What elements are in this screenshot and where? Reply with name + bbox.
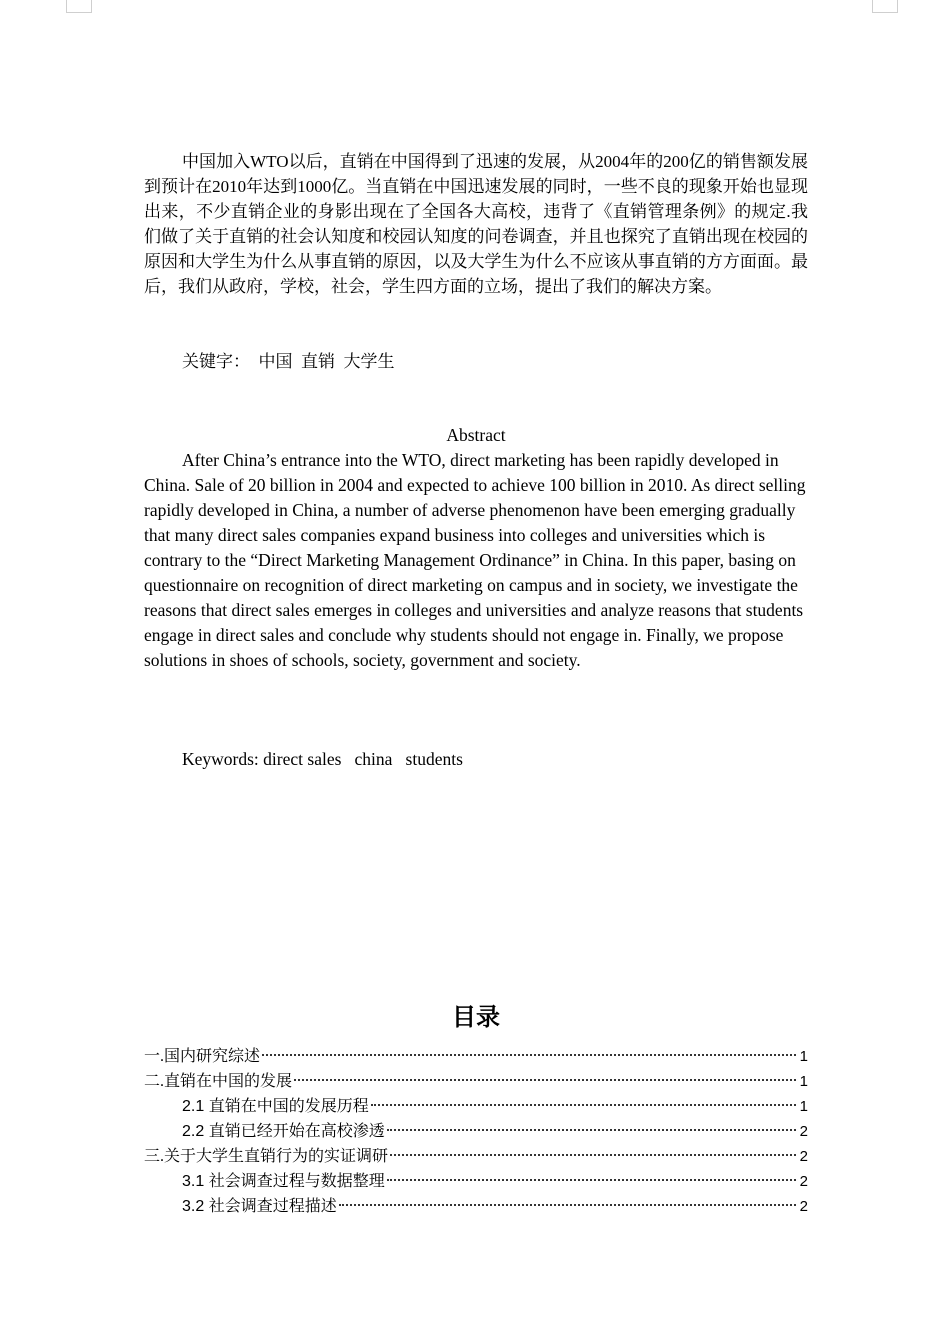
toc-leader-dots <box>339 1204 796 1206</box>
english-abstract-paragraph: After China’s entrance into the WTO, direct marketing has been rapidly developed in China. Sale of 20 billion in 2004 and expected to achieve 100 billion in 2010. As direct selling rapidly developed in China, a number of adverse phenomenon have been emerging gradually that many direct sales companies expand business into colleges and universities which is contrary to the “Direct Marketing Management Ordinance” in China. In this paper, basing on questionnaire on recognition of direct marketing on campus and in society, we investigate the reasons that direct sales emerges in colleges and universities and analyze reasons that students engage in direct sales and conclude why students should not engage in. Finally, we propose solutions in shoes of schools, society, government and society. <box>144 450 806 670</box>
toc-entry-page: 2 <box>799 1123 808 1140</box>
toc-subentry[interactable] <box>144 1194 808 1219</box>
toc-leader-dots <box>371 1104 796 1106</box>
abstract-heading: Abstract <box>446 425 506 445</box>
toc-entry-page: 2 <box>799 1148 808 1165</box>
toc-subentry[interactable] <box>144 1119 808 1144</box>
toc-entry-text: 3.1 社会调查过程与数据整理 <box>182 1173 385 1190</box>
toc-entry-text: 2.2 直销已经开始在高校渗透 <box>182 1123 385 1140</box>
page-corner-mark-left <box>66 0 92 13</box>
toc-leader-dots <box>387 1179 796 1181</box>
english-keywords-label: Keywords: <box>182 749 259 769</box>
english-keywords: direct sales china students <box>263 749 463 769</box>
toc-leader-dots <box>294 1079 796 1081</box>
toc-entry-page: 1 <box>799 1048 808 1065</box>
english-keywords-line <box>144 747 846 772</box>
toc-entry-page: 1 <box>799 1098 808 1115</box>
toc-leader-dots <box>387 1129 796 1131</box>
toc-entry-text: 3.2 社会调查过程描述 <box>182 1198 337 1215</box>
chinese-keywords: 中国 直销 大学生 <box>258 352 395 371</box>
toc-entry[interactable] <box>144 1144 808 1169</box>
chinese-abstract-paragraph: 中国加入WTO以后，直销在中国得到了迅速的发展，从2004年的200亿的销售额发展到预计在2010年达到1000亿。当直销在中国迅速发展的同时，一些不良的现象开始也显现出来，不少直销企业的身影出现在了全国各大高校，违背了《直销管理条例》的规定.我们做了关于直销的社会认知度和校园认知度的问卷调查，并且也探究了直销出现在校园的原因和大学生为什么从事直销的原因，以及大学生为什么不应该从事直销的方方面面。最后，我们从政府，学校，社会，学生四方面的立场，提出了我们的解决方案。 <box>144 152 808 296</box>
toc-leader-dots <box>262 1054 796 1056</box>
toc-title: 目录 <box>452 1003 500 1031</box>
toc-entry-text: 2.1 直销在中国的发展历程 <box>182 1098 369 1115</box>
chinese-keywords-line <box>144 349 846 374</box>
toc-leader-dots <box>390 1154 796 1156</box>
toc-entry-text: 二.直销在中国的发展 <box>144 1073 293 1090</box>
toc-entry-page: 2 <box>799 1198 808 1215</box>
toc-subentry[interactable] <box>144 1094 808 1119</box>
page-corner-mark-right <box>872 0 898 13</box>
toc-entry[interactable] <box>144 1044 808 1069</box>
toc-entry-text: 一.国内研究综述 <box>144 1048 261 1065</box>
toc-entry-page: 2 <box>799 1173 808 1190</box>
toc-entry-text: 三.关于大学生直销行为的实证调研 <box>144 1148 389 1165</box>
table-of-contents <box>144 1044 808 1219</box>
toc-subentry[interactable] <box>144 1169 808 1194</box>
toc-entry[interactable] <box>144 1069 808 1094</box>
toc-entry-page: 1 <box>799 1073 808 1090</box>
chinese-keywords-label: 关键字： <box>182 352 250 371</box>
